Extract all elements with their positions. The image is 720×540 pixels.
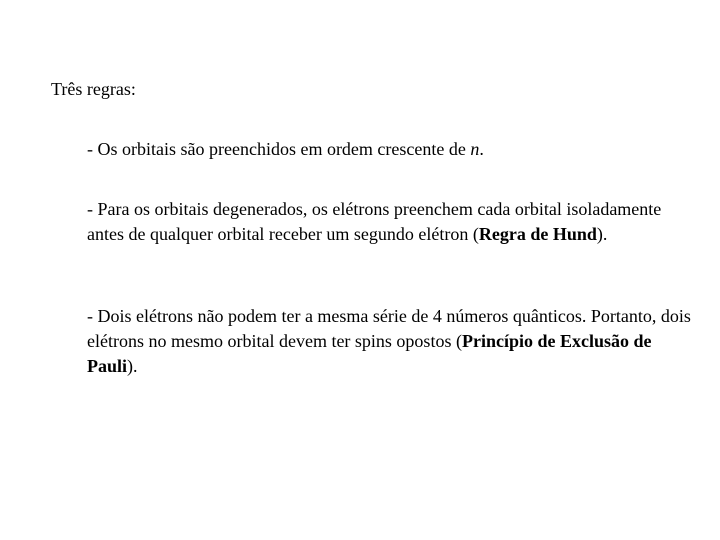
rule-name-hund: Regra de Hund [478,224,597,244]
rule-text: - Dois elétrons não podem ter a mesma série de 4 números quânticos. Portanto, dois elétrons no mesmo orbital devem ter spins opostos ( [87,306,691,351]
rule-name-pauli: Princípio de Exclusão de Pauli [87,331,652,376]
rule-text-end: . [479,139,484,159]
rule-item-pauli [87,304,697,379]
rule-item-hund [87,197,697,247]
rule-text: - Os orbitais são preenchidos em ordem crescente de [87,139,471,159]
rule-text-end: ). [127,356,138,376]
rule-item-order-filling [87,137,697,162]
quantum-number-n: n [470,139,480,159]
rule-text: - Para os orbitais degenerados, os elétrons preenchem cada orbital isoladamente antes de qualquer orbital receber um segundo elétron ( [87,199,662,244]
slide-heading: Três regras: [51,79,136,99]
rule-text-end: ). [596,224,608,244]
